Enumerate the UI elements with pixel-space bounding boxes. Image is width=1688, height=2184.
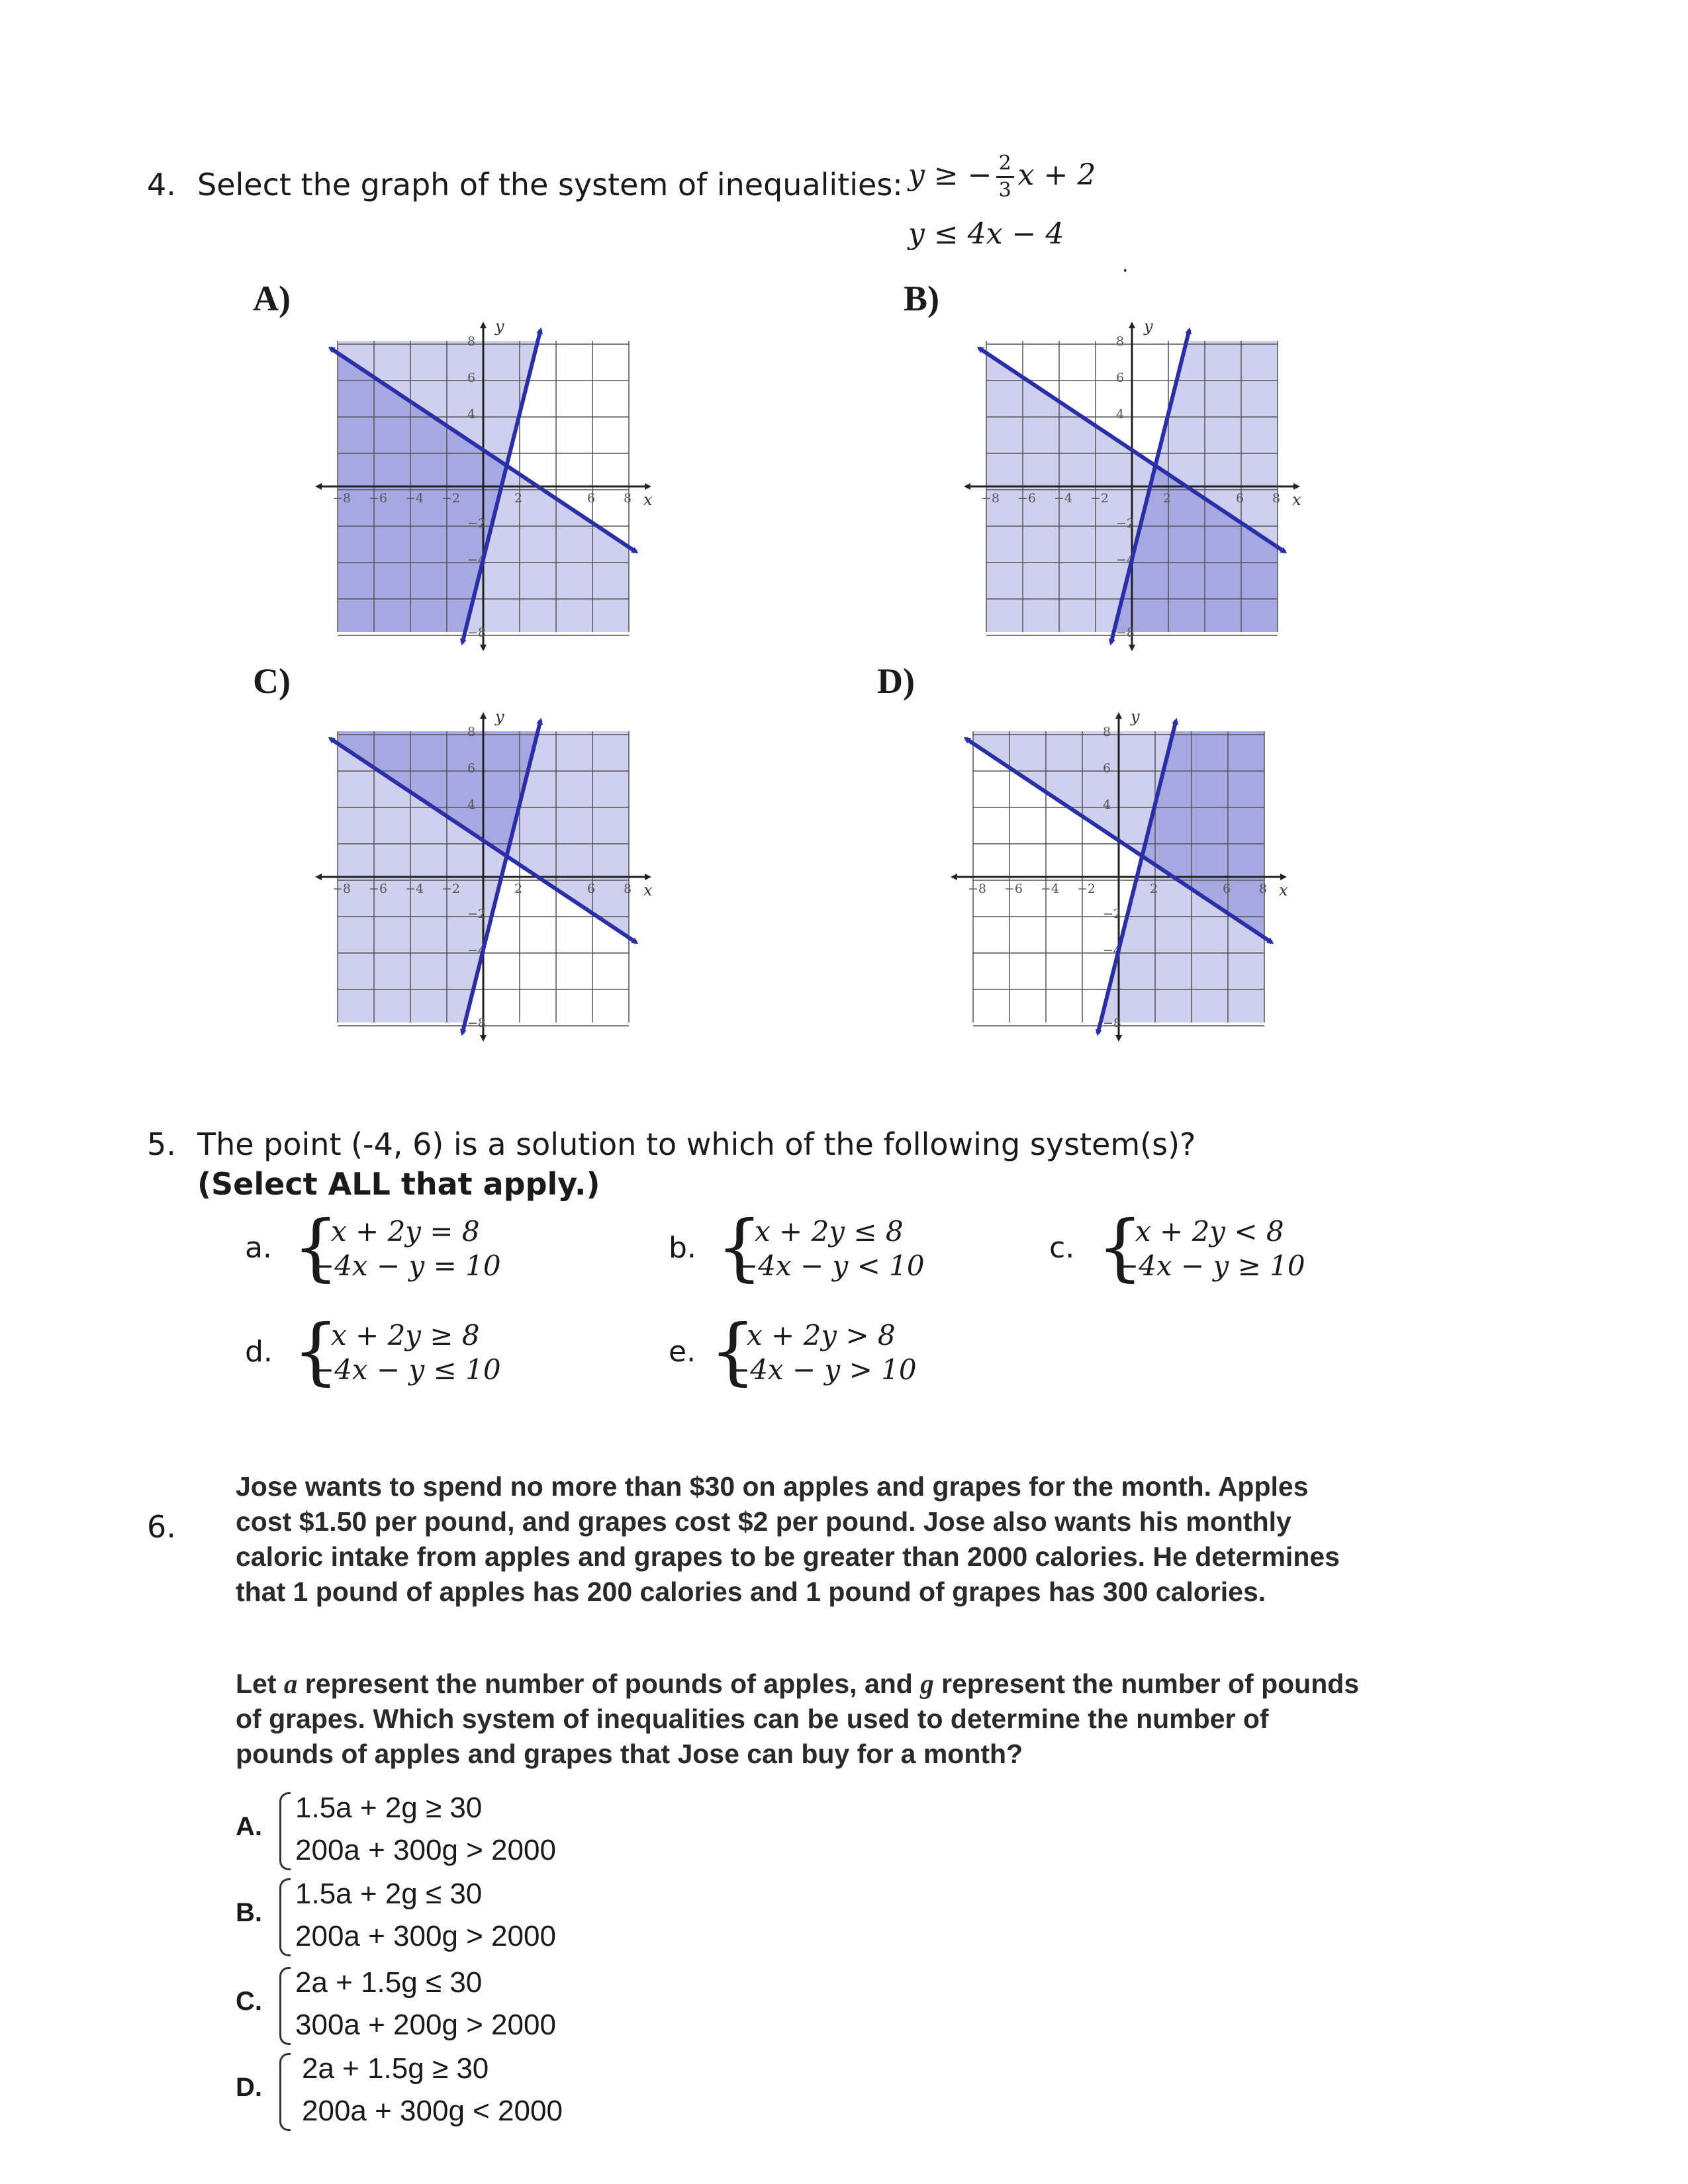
answer-letter: B. <box>236 1898 262 1927</box>
x-axis-label: x <box>1292 490 1301 509</box>
q5-number: 5. <box>147 1126 176 1162</box>
x-axis-label: x <box>643 490 653 509</box>
var-a: a <box>283 1668 298 1699</box>
q6-paragraph-1: Jose wants to spend no more than $30 on apples and grapes for the month. Apples cost $1.50 per pound, and grapes cost $2 per pound. Jose also wants his monthly caloric intake from apples and grapes to be greater than 2000 calories. He determines that 1 pound of apples has 200 calories and 1 pound of grapes has 300 calories. <box>236 1471 1340 1607</box>
brace-icon: { <box>293 1308 339 1393</box>
brace-icon: { <box>293 1205 339 1289</box>
stray-mark: · <box>1122 259 1129 283</box>
brace-icon: { <box>1097 1205 1143 1289</box>
q5-instruction: (Select ALL that apply.) <box>197 1166 600 1202</box>
answer-line-1: 1.5a + 2g ≤ 30 <box>295 1878 483 1910</box>
y-tick-label: −2 <box>1103 907 1122 921</box>
answer-letter: C. <box>236 1987 262 2016</box>
option-line-1: x + 2y < 8 <box>1135 1215 1284 1248</box>
bracket-icon <box>279 2053 291 2131</box>
y-tick-label: 8 <box>1116 334 1125 349</box>
y-tick-label: −8 <box>1103 1016 1122 1030</box>
y-tick-label: 4 <box>1116 407 1125 422</box>
option-line-1: x + 2y = 8 <box>331 1215 480 1248</box>
graph-option-b[interactable] <box>953 311 1301 655</box>
x-tick-label: −8 <box>332 882 352 896</box>
y-tick-label: 8 <box>467 725 476 739</box>
graph-label-d: D) <box>877 661 915 701</box>
x-tick-label: −6 <box>369 491 388 506</box>
y-tick-label: 4 <box>467 797 476 812</box>
q6-paragraph-2: Let a represent the number of pounds of apples, and g represent the number of pounds of grapes. Which system of inequalities can be used to determine the number of pounds of apples and grapes that Jose can buy for a month? <box>236 1668 1360 1769</box>
answer-line-2: 200a + 300g < 2000 <box>302 2095 563 2127</box>
x-tick-label: 2 <box>1150 882 1158 896</box>
answer-line-1: 2a + 1.5g ≥ 30 <box>302 2052 489 2085</box>
graph-label-b: B) <box>904 279 939 318</box>
option-line-2: −4x − y ≤ 10 <box>311 1353 501 1386</box>
bracket-icon <box>279 1878 291 1956</box>
option-line-1: x + 2y > 8 <box>747 1319 896 1351</box>
option-letter: b. <box>669 1231 696 1265</box>
y-tick-label: 6 <box>467 371 476 385</box>
x-tick-label: −2 <box>442 882 461 896</box>
y-tick-label: 8 <box>467 334 476 349</box>
y-axis-label: y <box>495 317 504 336</box>
graph-option-d[interactable] <box>940 702 1297 1072</box>
y-tick-label: −4 <box>1103 943 1122 958</box>
x-tick-label: 8 <box>1259 882 1268 896</box>
var-g: g <box>920 1668 934 1699</box>
bracket-icon <box>279 1792 291 1870</box>
graph-label-a: A) <box>253 279 291 318</box>
y-axis-label: y <box>495 707 504 726</box>
graph-option-c[interactable] <box>305 702 653 1046</box>
x-tick-label: −4 <box>1054 491 1073 506</box>
option-letter: a. <box>245 1231 272 1265</box>
x-tick-label: −2 <box>1090 491 1109 506</box>
answer-line-1: 1.5a + 2g ≥ 30 <box>295 1792 483 1824</box>
x-tick-label: 2 <box>514 491 523 506</box>
y-tick-label: −8 <box>1116 625 1135 640</box>
answer-line-1: 2a + 1.5g ≤ 30 <box>295 1966 483 1999</box>
option-letter: e. <box>669 1335 696 1369</box>
x-tick-label: −6 <box>1004 882 1023 896</box>
brace-icon: { <box>710 1308 756 1393</box>
answer-line-2: 300a + 200g > 2000 <box>295 2009 556 2041</box>
answer-letter: A. <box>236 1812 262 1841</box>
x-tick-label: 6 <box>1223 882 1231 896</box>
y-tick-label: −8 <box>467 625 487 640</box>
y-tick-label: −2 <box>467 907 487 921</box>
option-letter: c. <box>1049 1231 1075 1265</box>
x-axis-label: x <box>643 881 653 899</box>
x-tick-label: −8 <box>968 882 987 896</box>
x-tick-label: −6 <box>1017 491 1037 506</box>
x-tick-label: −4 <box>405 491 424 506</box>
answer-line-2: 200a + 300g > 2000 <box>295 1920 556 1952</box>
x-tick-label: −2 <box>442 491 461 506</box>
x-tick-label: −4 <box>1041 882 1060 896</box>
bracket-icon <box>279 1967 291 2045</box>
y-tick-label: −8 <box>467 1016 487 1030</box>
y-axis-label: y <box>1131 707 1140 726</box>
x-tick-label: 6 <box>587 882 596 896</box>
y-tick-label: 6 <box>1103 761 1111 776</box>
x-tick-label: 2 <box>1163 491 1172 506</box>
option-letter: d. <box>245 1335 273 1369</box>
x-tick-label: −8 <box>332 491 352 506</box>
x-tick-label: 8 <box>624 491 632 506</box>
q4-ineq1-fraction: $\frac{2}{3}$ <box>996 154 1014 201</box>
option-line-2: −4x − y > 10 <box>727 1353 917 1386</box>
brace-icon: { <box>716 1205 763 1289</box>
q4-number: 4. <box>147 167 176 203</box>
x-tick-label: 8 <box>1272 491 1281 506</box>
y-tick-label: −4 <box>1116 553 1135 567</box>
option-line-2: −4x − y = 10 <box>311 1250 501 1282</box>
x-tick-label: 6 <box>587 491 596 506</box>
q4-ineq1-rhs: x + 2 <box>1017 158 1096 192</box>
x-tick-label: 2 <box>514 882 523 896</box>
x-tick-label: 8 <box>624 882 632 896</box>
y-tick-label: −2 <box>1116 516 1135 531</box>
y-axis-label: y <box>1144 317 1153 336</box>
q4-prompt: Select the graph of the system of inequalities: <box>197 167 903 203</box>
q4-inequality-1 <box>908 154 1096 201</box>
q5-prompt: The point (-4, 6) is a solution to which of the following system(s)? <box>197 1126 1196 1162</box>
graph-option-a[interactable] <box>305 311 653 655</box>
q4-inequality-2: y ≤ 4x − 4 <box>908 217 1064 251</box>
answer-letter: D. <box>236 2073 262 2102</box>
y-tick-label: −2 <box>467 516 487 531</box>
x-axis-label: x <box>1279 881 1288 899</box>
y-tick-label: 4 <box>1103 797 1111 812</box>
answer-line-2: 200a + 300g > 2000 <box>295 1834 556 1866</box>
y-tick-label: −4 <box>467 553 487 567</box>
option-line-1: x + 2y ≥ 8 <box>331 1319 480 1351</box>
q6-number: 6. <box>147 1509 176 1545</box>
y-tick-label: −4 <box>467 943 487 958</box>
graph-label-c: C) <box>253 661 291 701</box>
option-line-2: −4x − y ≥ 10 <box>1115 1250 1305 1282</box>
option-line-2: −4x − y < 10 <box>735 1250 925 1282</box>
option-line-1: x + 2y ≤ 8 <box>755 1215 904 1248</box>
y-tick-label: 6 <box>467 761 476 776</box>
x-tick-label: −2 <box>1077 882 1096 896</box>
y-tick-label: 8 <box>1103 725 1111 739</box>
y-tick-label: 4 <box>467 407 476 422</box>
q4-ineq1-lhs: y ≥ − <box>908 158 992 192</box>
x-tick-label: −6 <box>369 882 388 896</box>
x-tick-label: −4 <box>405 882 424 896</box>
x-tick-label: −8 <box>981 491 1000 506</box>
x-tick-label: 6 <box>1236 491 1244 506</box>
y-tick-label: 6 <box>1116 371 1125 385</box>
